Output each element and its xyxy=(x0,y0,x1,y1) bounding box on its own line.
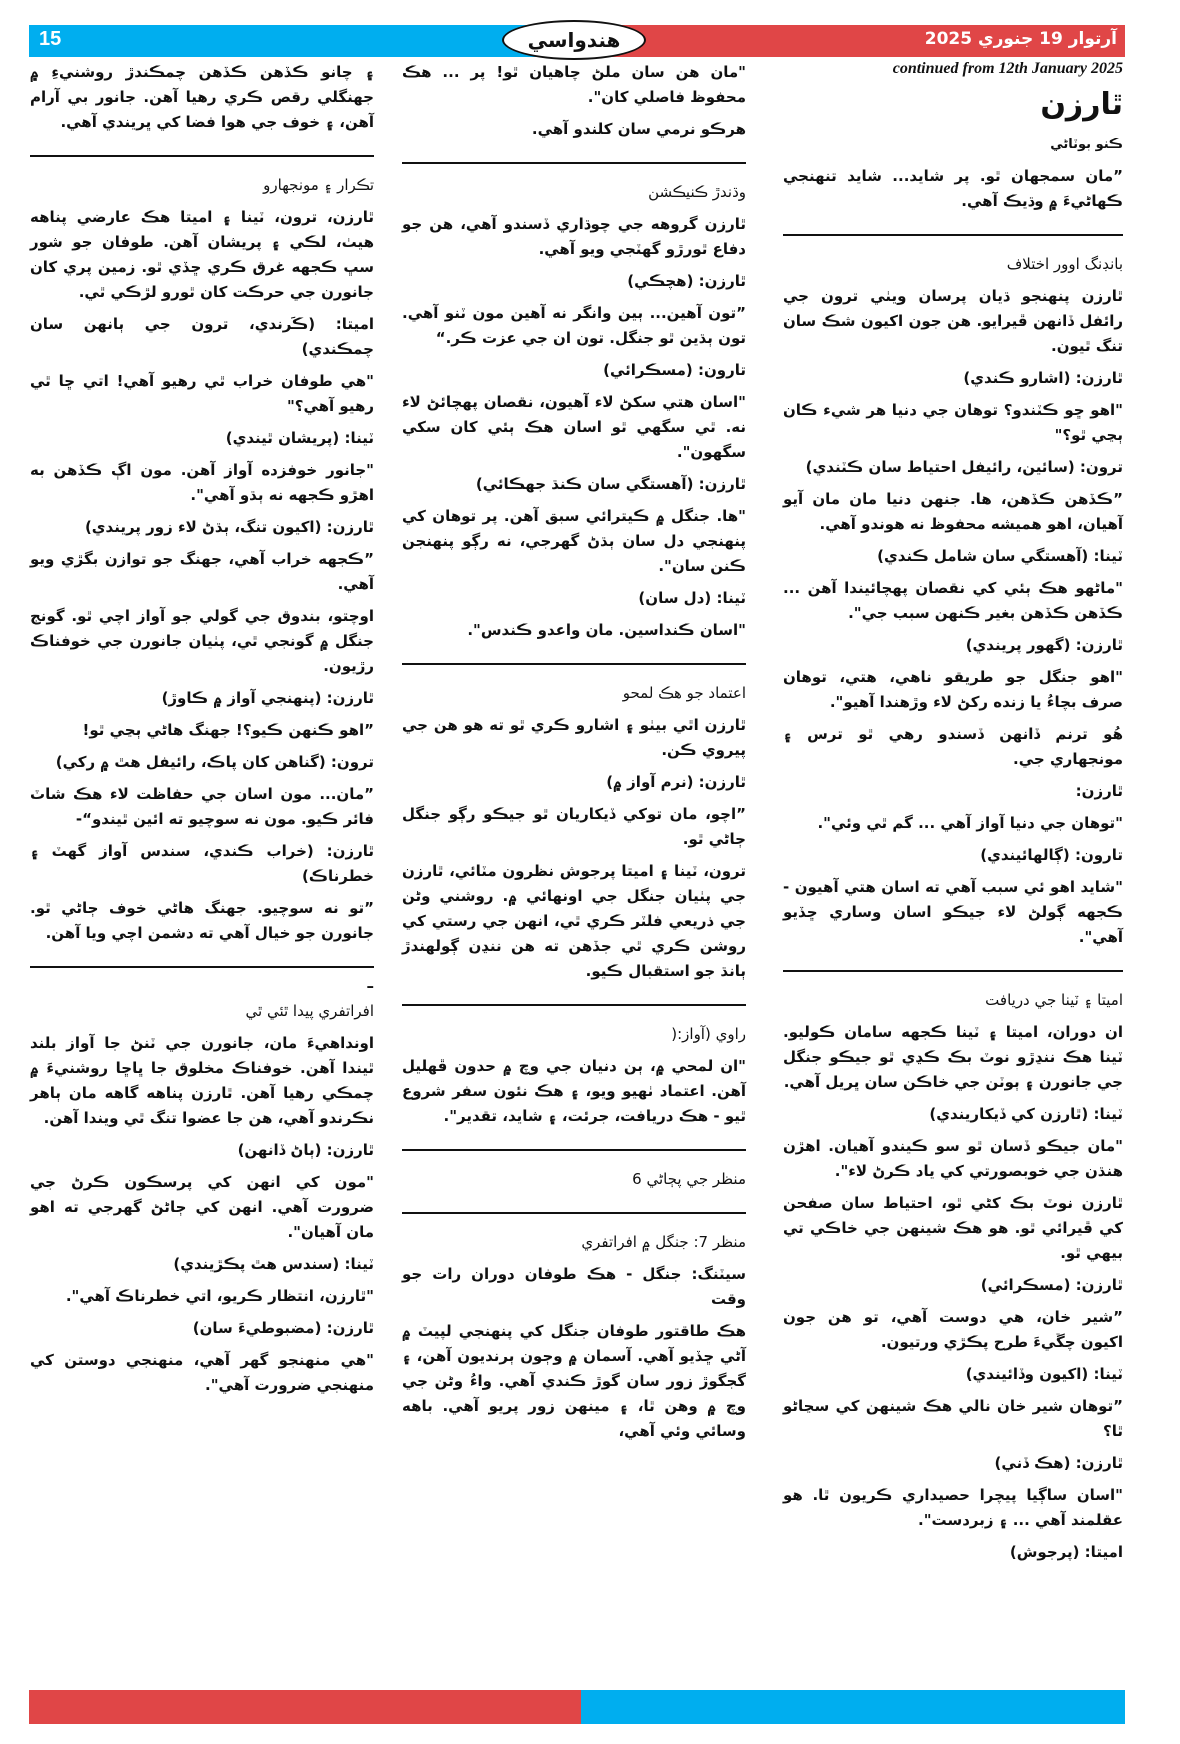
paragraph: "هي طوفان خراب ٿي رهيو آهي! اتي ڇا ٿي رهيو آهي؟" xyxy=(30,372,374,415)
paragraph: ٿارزن: (مسڪرائي) xyxy=(980,1276,1123,1294)
section-divider xyxy=(402,162,746,164)
article-byline: ڪنو بوٽاڻي xyxy=(1050,137,1123,152)
section-divider xyxy=(783,970,1123,972)
paragraph: "اسان ساڳيا پيچرا حصيداري ڪريون ٿا. هو عقلمند آهي ... ۽ زبردست". xyxy=(783,1486,1123,1529)
article-title: ٿارزن xyxy=(1040,87,1123,122)
page-footer-bar xyxy=(29,1690,1125,1724)
section-divider xyxy=(30,966,374,968)
paragraph: ”مان... مون اسان جي حفاظت لاء هڪ شاٽ فائر ڪيو. مون نه سوچيو ته ائين ٿيندو“- xyxy=(30,785,374,828)
paragraph: ٿارزن: (پنهنجي آواز ۾ ڪاوڙ) xyxy=(161,689,374,707)
paragraph: "ان لمحي ۾، ٻن دنيان جي وچ ۾ حدون ڦهليل آهن. اعتماد ٺهيو ويو، ۽ هڪ نئون سفر شروع ٿيو - هڪ دريافت، جرئت، ۽ شايد، تقدير". xyxy=(402,1057,746,1125)
section-heading: اعتماد جو هڪ لمحو xyxy=(622,684,746,702)
paragraph: ٽينا: (آهستگي سان شامل ڪندي) xyxy=(877,547,1123,565)
paragraph: "هي منهنجو گهر آهي، منهنجي دوستن کي منهنجي ضرورت آهي". xyxy=(30,1351,374,1394)
paragraph: "ها. جنگل ۾ ڪيترائي سبق آهن. پر توهان کي پنهنجي دل سان ٻڌڻ گهرجي، نه رڳو پنهنجن ڪنن سان". xyxy=(402,507,746,575)
section-heading: تڪرار ۽ مونجهارو xyxy=(263,176,374,194)
paragraph: ٽينا: (سندس هٿ پڪڙيندي) xyxy=(173,1255,374,1273)
paragraph: "ٿارزن، انتظار ڪريو، اتي خطرناڪ آهي". xyxy=(65,1287,374,1305)
section-heading: منظر 7: جنگل ۾ افراتفري xyxy=(581,1233,746,1251)
paragraph: ”توهان شير خان نالي هڪ شينهن کي سڃاڻو ٿا؟ xyxy=(783,1397,1123,1440)
paragraph: ٿارزن: (اشارو ڪندي) xyxy=(963,369,1123,387)
issue-date: آرتوار 19 جنوري 2025 xyxy=(924,29,1117,49)
paragraph: ٿارزن: (اکيون تنگ، ٻڌڻ لاء زور پريندي) xyxy=(84,518,374,536)
paragraph: سيٽنگ: جنگل - هڪ طوفان دوران رات جو وقت xyxy=(402,1265,746,1308)
header-red-band xyxy=(606,25,1125,57)
paragraph: ٽينا: (دل سان) xyxy=(638,589,746,607)
section-divider xyxy=(402,1212,746,1214)
paragraph: "جانور خوفزده آواز آهن. مون اڳ ڪڏهن به اهڙو ڪجهه نه ٻڌو آهي". xyxy=(30,461,374,504)
paragraph: اوچتو، بندوق جي گولي جو آواز اچي ٿو. گونج جنگل ۾ گونجي ٿي، پٺيان جانورن جي خوفناڪ رڙيون. xyxy=(30,607,374,675)
paragraph: ترون: (گناهن کان پاڪ، رائيفل هٿ ۾ رکي) xyxy=(55,753,374,771)
paragraph: ٿارزن: (آهستگي سان ڪنڌ جهڪائي) xyxy=(475,475,746,493)
paragraph: ”مان سمجهان ٿو. پر شايد... شايد تنهنجي ڪهاڻيءَ ۾ وڌيڪ آهي. xyxy=(783,167,1123,210)
page-number: 15 xyxy=(39,28,62,50)
section-heading: منظر جي پڄاڻي 6 xyxy=(632,1170,746,1188)
newspaper-logo: هندواسي xyxy=(502,20,646,60)
section-divider xyxy=(30,155,374,157)
paragraph: ”اهو ڪنهن ڪيو؟! جهنگ هاڻي ٻڃي ٿو! xyxy=(82,721,374,739)
paragraph: "اسان ڪنداسين. مان واعدو ڪندس". xyxy=(467,621,746,639)
paragraph: ٿارزن: xyxy=(1075,782,1123,800)
paragraph: "توهان جي دنيا آواز آهي ... گم ٿي وئي". xyxy=(817,814,1123,832)
paragraph: اميتا: (پرجوش) xyxy=(1009,1543,1123,1561)
paragraph: "ماڻهو هڪ ٻئي کي نقصان پهچائيندا آهن ... ڪڏهن ڪڏهن بغير ڪنهن سبب جي". xyxy=(783,579,1123,622)
column-left xyxy=(30,60,374,1405)
paragraph: ٽينا: (اکيون وڏائيندي) xyxy=(965,1365,1123,1383)
section-divider xyxy=(783,234,1123,236)
paragraph: "اهو جنگل جو طريقو ناهي، هتي، توهان صرف بچاءُ يا زنده رکڻ لاء وڙهندا آهيو". xyxy=(783,668,1123,711)
paragraph: اونداهيءَ مان، جانورن جي ٽنڻ جا آواز بلند ٿيندا آهن. خوفناڪ مخلوق جا ڀاڇا روشنيءَ ۾ چمڪي رهيا آهن. ٿارزن پناهه گاهه مان ٻاهر نڪرندو آهي، هن جا عضوا تنگ ٿي ويندا آهن. xyxy=(30,1034,374,1127)
section-divider xyxy=(402,1004,746,1006)
paragraph: ”تو نه سوچيو. جهنگ هاڻي خوف ڄاڻي ٿو. جانورن جو خيال آهي ته دشمن اچي ويا آهن. xyxy=(30,899,374,942)
footer-red-band xyxy=(29,1690,581,1724)
paragraph: "مان هن سان ملڻ چاهيان ٿو! پر ... هڪ محفوظ فاصلي کان". xyxy=(402,63,746,106)
paragraph: هڪ طاقتور طوفان جنگل کي پنهنجي لپيٽ ۾ آڻي ڇڏيو آهي. آسمان ۾ وڄون ٻرنديون آهن، ۽ گجگوڙ زور سان گوڙ ڪندي آهي. واءُ وڻن جي وچ ۾ وهن ٿا، ۽ مينهن زور پريو آهي. باهه وسائي وئي آهي، xyxy=(402,1322,746,1440)
footer-blue-band xyxy=(581,1690,1125,1724)
paragraph: "اهو ڇو ڪٽندو؟ توهان جي دنيا هر شيء ڪان ٻڃي ٿو؟" xyxy=(783,401,1123,444)
dash-mark: – xyxy=(366,977,374,995)
paragraph: "اسان هتي سکڻ لاء آهيون، نقصان پهچائڻ لاء نه. ٿي سگهي ٿو اسان هڪ ٻئي کان سکي سگهون". xyxy=(402,393,746,461)
paragraph: ترون: (سائين، رائيفل احتياط سان ڪٽندي) xyxy=(805,458,1123,476)
paragraph: تارون: (مسڪرائي) xyxy=(603,361,746,379)
paragraph: ”ڪڏهن ڪڏهن، ها. جنهن دنيا مان مان آيو آهيان، اهو هميشه محفوظ نه هوندو آهي. xyxy=(783,490,1123,533)
section-divider xyxy=(402,1149,746,1151)
section-heading: بانڊنگ اوور اختلاف xyxy=(1006,255,1123,273)
paragraph: ٿارزن: (مضبوطيءَ سان) xyxy=(192,1319,374,1337)
column-middle xyxy=(402,60,746,1451)
paragraph: تارون: (ڳالهائيندي) xyxy=(980,846,1123,864)
paragraph: ٿارزن: (گهور پريندي) xyxy=(965,636,1123,654)
paragraph: ان دوران، اميتا ۽ ٽينا ڪجهه سامان ڪوليو. ٽينا هڪ ننڍڙو نوٽ بڪ ڪڍي ٿو جيڪو جنگل جي جانورن ۽ ٻوٽن جي خاڪن سان ڀريل آهي. xyxy=(783,1023,1123,1091)
paragraph: اميتا: (ڪَرندي، ترون جي ٻانهن سان چمڪندي) xyxy=(30,315,374,358)
paragraph: ٿارزن: (ٻاڻ ڏانهن) xyxy=(237,1141,374,1159)
paragraph: ٽينا: (ٿارزن کي ڏيکاريندي) xyxy=(929,1105,1123,1123)
section-heading: وڌندڙ ڪنيڪشن xyxy=(648,183,746,201)
paragraph: ٿارزن: (خراب ڪندي، سندس آواز گهٽ ۽ خطرناڪ) xyxy=(30,842,374,885)
paragraph: ٿارزن: (هچڪي) xyxy=(627,272,746,290)
paragraph: "مون کي انهن کي پرسڪون ڪرڻ جي ضرورت آهي. انهن کي ڄاڻڻ گهرجي ته اهو مان آهيان". xyxy=(30,1173,374,1241)
paragraph: "مان جيڪو ڏسان ٿو سو ڪيندو آهيان. اهڙن هنڌن جي خوبصورتي کي ياد ڪرڻ لاء". xyxy=(783,1137,1123,1180)
paragraph: ”ڪجهه خراب آهي، جهنگ جو توازن بگڙي ويو آهي. xyxy=(30,550,374,593)
continued-note: continued from 12th January 2025 xyxy=(892,60,1123,77)
section-heading: راوي (آواز:( xyxy=(671,1025,746,1043)
paragraph: ٿارزن نوٽ بڪ کڻي ٿو، احتياط سان صفحن کي ڦيرائي ٿو. هو هڪ شينهن جي خاڪي تي بيهي ٿو. xyxy=(783,1194,1123,1262)
paragraph: ترون، ٽينا ۽ اميتا پرجوش نظرون مٽائي، ٿارزن جي پٺيان جنگل جي اونهائي ۾. روشني وڻن جي ذريعي فلٽر ڪري ٿي، انهن جي رستي کي روشن ڪري ٿي جڏهن ته هن ننڍن ڳولهندڙ ٻانڌ جو استقبال ڪيو. xyxy=(402,862,746,980)
paragraph: ٿارزن اٿي بيٺو ۽ اشارو ڪري ٿو ته هو هن جي پيروي ڪن. xyxy=(402,716,746,759)
paragraph: ”تون آهين... ٻين وانگر نه آهين مون ٽنو آهي. تون ٻڌين ٿو جنگل. تون ان جي عزت ڪر.“ xyxy=(402,304,746,347)
paragraph: ”اچو، مان توکي ڏيکاريان ٿو جيڪو رڳو جنگل ڄاڻي ٿو. xyxy=(402,805,746,848)
paragraph: ”شير خان، هي دوست آهي، تو هن جون اکيون چڱيءَ طرح پڪڙي ورتيون. xyxy=(783,1308,1123,1351)
paragraph: ٿارزن گروهه جي چوڌاري ڏسندو آهي، هن جو دفاع ٿورڙو گهٽجي ويو آهي. xyxy=(402,215,746,258)
paragraph: ٽينا: (پريشان ٿيندي) xyxy=(225,429,374,447)
paragraph: ۽ چانو ڪڏهن ڪڏهن چمڪندڙ روشنيءِ ۾ جهنگلي رقص ڪري رهيا آهن. جانور بي آرام آهن، ۽ خوف جي هوا فضا کي ڀريندي آهي. xyxy=(30,63,374,131)
paragraph: ٿارزن پنهنجو ڌيان پرسان ويٺي ترون جي رائفل ڏانهن ڦيرايو. هن جون اکيون شڪ سان تنگ ٿيون. xyxy=(783,287,1123,355)
paragraph: ٿارزن: (نرم آواز ۾) xyxy=(606,773,746,791)
paragraph: هُو ترنم ڏانهن ڏسندو رهي ٿو ترس ۽ مونجهاري جي. xyxy=(783,725,1123,768)
paragraph: "شايد اهو ئي سبب آهي ته اسان هتي آهيون - ڪجهه ڳولڻ لاء جيڪو اسان وساري ڇڏيو آهي". xyxy=(783,878,1123,946)
paragraph: ٿارزن، ترون، ٽينا ۽ اميتا هڪ عارضي پناهه هيٺ، لڪي ۽ پريشان آهن. طوفان جو شور سڀ ڪجهه غرق ڪري ڇڏي ٿو. زمين پري کان جانورن جي حرڪت کان ٿورو لڙڪي ٿي. xyxy=(30,208,374,301)
section-heading: اميتا ۽ ٽينا جي دريافت xyxy=(985,991,1123,1009)
section-divider xyxy=(402,663,746,665)
paragraph: هرڪو نرمي سان کلندو آهي. xyxy=(531,120,746,138)
column-right xyxy=(783,60,1123,1572)
section-heading: افراتفري پيدا ٿئي ٿي xyxy=(245,1002,374,1020)
paragraph: ٿارزن: (هڪ ڏني) xyxy=(994,1454,1123,1472)
